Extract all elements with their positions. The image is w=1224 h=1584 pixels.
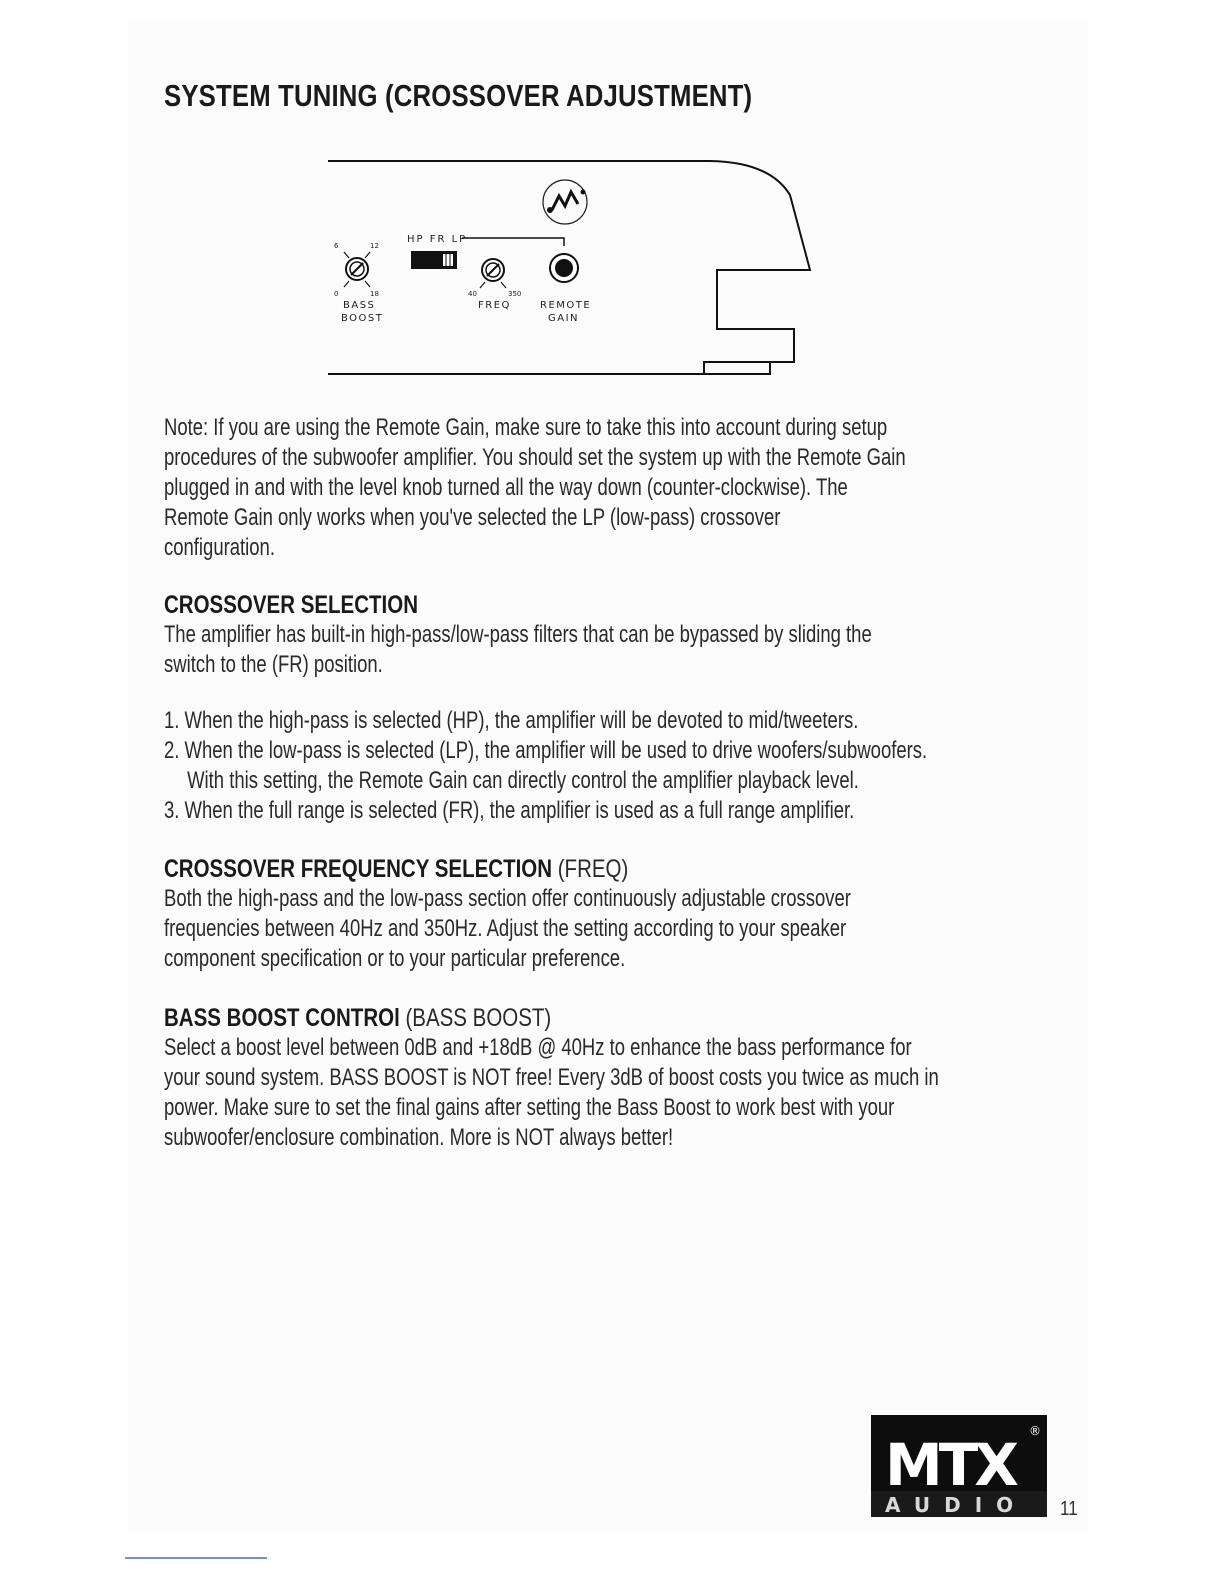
bass-boost-scale-min: 0	[334, 290, 339, 298]
bass-boost-scale-min-mid: 6	[334, 242, 339, 250]
footer-rule	[125, 1557, 267, 1559]
body-line: The amplifier has built-in high-pass/low-pass filters that can be bypassed by sliding the	[164, 621, 872, 648]
freq-label: FREQ	[478, 300, 511, 311]
body-line: your sound system. BASS BOOST is NOT free! Every 3dB of boost costs you twice as much in	[164, 1064, 939, 1091]
crossover-selection-heading: CROSSOVER SELECTION	[164, 591, 419, 619]
note-section	[164, 413, 1174, 563]
bass-boost-heading	[164, 1003, 992, 1033]
bass-boost-heading-suffix: (BASS BOOST)	[399, 1004, 552, 1032]
frequency-selection-section	[164, 854, 1174, 974]
list-item: 3. When the full range is selected (FR), the amplifier is used as a full range amplifier.	[164, 797, 855, 824]
amplifier-panel-diagram	[300, 150, 840, 390]
remote-gain-jack[interactable]	[550, 254, 578, 282]
crossover-switch[interactable]	[411, 251, 457, 269]
crossover-selection-section	[164, 590, 1174, 680]
bass-boost-knob[interactable]	[344, 252, 370, 287]
logo-sub: AUDIO	[885, 1493, 1028, 1517]
bass-boost-label-2: BOOST	[341, 313, 384, 324]
body-line: switch to the (FR) position.	[164, 651, 383, 678]
numbered-list	[164, 706, 942, 826]
note-line: plugged in and with the level knob turned all the way down (counter-clockwise). The	[164, 474, 848, 501]
note-line: Note: If you are using the Remote Gain, make sure to take this into account during setup	[164, 414, 888, 441]
freq-scale-min: 40	[468, 290, 477, 298]
body-line: power. Make sure to set the final gains after setting the Bass Boost to work best with your	[164, 1094, 895, 1121]
bass-boost-label: BASS	[343, 300, 376, 311]
list-item-continuation: With this setting, the Remote Gain can directly control the amplifier playback level.	[187, 767, 859, 794]
frequency-heading-suffix: (FREQ)	[552, 855, 629, 883]
body-line: Both the high-pass and the low-pass section offer continuously adjustable crossover	[164, 885, 851, 912]
body-line: component specification or to your particular preference.	[164, 945, 626, 972]
note-line: configuration.	[164, 534, 275, 561]
body-line: frequencies between 40Hz and 350Hz. Adjust the setting according to your speaker	[164, 915, 847, 942]
remote-gain-label-2: GAIN	[548, 313, 580, 324]
note-line: procedures of the subwoofer amplifier. You should set the system up with the Remote Gain	[164, 444, 906, 471]
crossover-selection-intro	[164, 620, 942, 680]
bass-boost-body	[164, 1033, 942, 1153]
mtx-audio-logo	[871, 1415, 1047, 1517]
remote-gain-label: REMOTE	[540, 300, 592, 311]
switch-labels: HP FR LP	[407, 234, 468, 245]
bass-boost-heading-text: BASS BOOST CONTROl	[164, 1004, 400, 1032]
body-line: Select a boost level between 0dB and +18dB @ 40Hz to enhance the bass performance for	[164, 1034, 912, 1061]
note-paragraph	[164, 413, 942, 563]
frequency-selection-heading	[164, 854, 992, 884]
crossover-selection-list	[164, 706, 1174, 826]
logo-brand: MTX	[885, 1431, 1015, 1499]
bass-boost-section	[164, 1003, 1174, 1153]
freq-knob[interactable]	[480, 259, 506, 288]
body-line: subwoofer/enclosure combination. More is NOT always better!	[164, 1124, 674, 1151]
freq-scale-max: 350	[508, 290, 522, 298]
page-title: SYSTEM TUNING (CROSSOVER ADJUSTMENT)	[164, 78, 753, 113]
page-number: 11	[1060, 1498, 1078, 1520]
cea-compliance-logo-icon	[543, 180, 587, 224]
bass-boost-scale-mid-high: 12	[370, 242, 379, 250]
logo-registered: ®	[1029, 1424, 1041, 1438]
bass-boost-scale-max: 18	[370, 290, 379, 298]
frequency-heading-text: CROSSOVER FREQUENCY SELECTION	[164, 855, 553, 883]
note-line: Remote Gain only works when you've selected the LP (low-pass) crossover	[164, 504, 781, 531]
list-item: 1. When the high-pass is selected (HP), the amplifier will be devoted to mid/tweeters.	[164, 707, 859, 734]
frequency-selection-body	[164, 884, 942, 974]
list-item: 2. When the low-pass is selected (LP), the amplifier will be used to drive woofers/subwoofers.	[164, 737, 928, 764]
